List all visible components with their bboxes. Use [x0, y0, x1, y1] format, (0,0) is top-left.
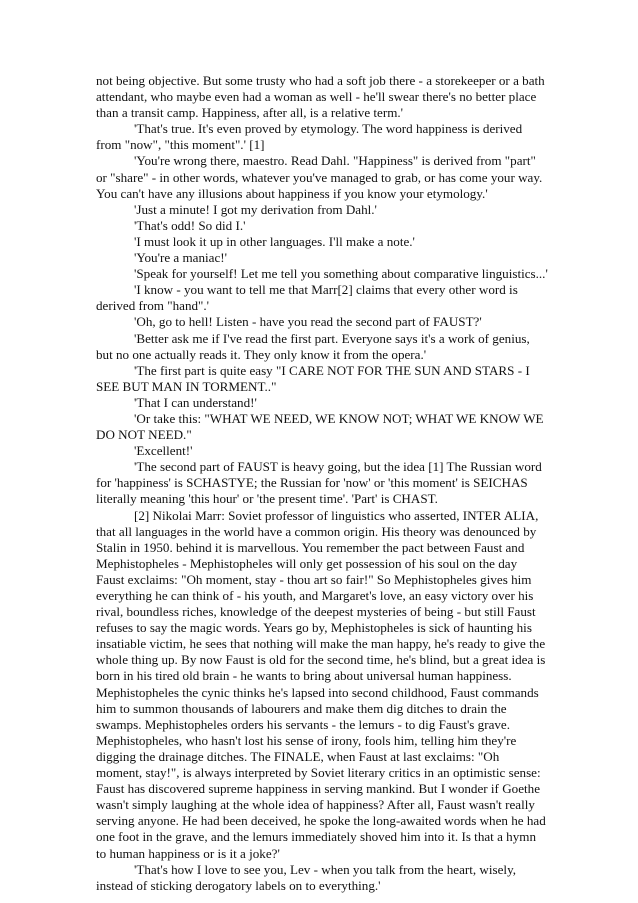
paragraph: 'I know - you want to tell me that Marr[2] claims that every other word is derived from "hand".': [96, 282, 518, 314]
paragraph: 'The second part of FAUST is heavy going, but the idea [1] The Russian word for 'happiness' is SCHASTYE; the Russian for 'now' or 'this moment' is SEICHAS literally meaning 'this hour' or 'the present time'. 'Part' is CHAST.: [96, 459, 542, 507]
paragraph: 'That I can understand!': [134, 394, 257, 410]
paragraph: 'Just a minute! I got my derivation from Dahl.': [134, 201, 377, 217]
paragraph: 'You're wrong there, maestro. Read Dahl. "Happiness" is derived from "part" or "share" - in other words, whatever you've managed to grab, or has come your way. You can't have any illusions about happiness if you know your etymology.': [96, 153, 543, 201]
paragraph: 'That's true. It's even proved by etymology. The word happiness is derived from "now", "this moment".' [1]: [96, 121, 523, 153]
paragraph: 'Excellent!': [134, 443, 193, 459]
paragraph: 'Or take this: "WHAT WE NEED, WE KNOW NOT; WHAT WE KNOW WE DO NOT NEED.": [96, 410, 544, 443]
paragraph: 'I must look it up in other languages. I'll make a note.': [134, 233, 415, 249]
paragraph: [2] Nikolai Marr: Soviet professor of linguistics who asserted, INTER ALIA, that all languages in the world have a common origin. His theory was denounced by Stalin in 1950. behind it is marvellous. You remember the pact between Faust and Mephistopheles - Mephistopheles will only get possession of his soul on the day Faust exclaims: "Oh moment, stay - thou art so fair!" So Mephistopheles gives him everything he can think of - his youth, and Margaret's love, an easy victory over his rival, boundless riches, knowledge of the deepest mysteries of being - but still Faust refuses to say the magic words. Years go by, Mephistopheles is sick of haunting his insatiable victim, he sees that nothing will make the man happy, he's ready to give the whole thing up. By now Faust is old for the second time, he's blind, but a great idea is born in his tired old brain - he wants to bring about universal human happiness. Mephistopheles the cynic thinks he's lapsed into second childhood, Faust commands him to summon thousands of labourers and make them dig ditches to drain the swamps. Mephistopheles orders his servants - the lemurs - to dig Faust's grave. Mephistopheles, who hasn't lost his sense of irony, fools him, telling him they're digging the drainage ditches. The FINALE, when Faust at last exclaims: "Oh moment, stay!", is always interpreted by Soviet literary critics in an optimistic sense: Faust has discovered supreme happiness in serving mankind. But I wonder if Goethe wasn't simply laughing at the whole idea of happiness? After all, Faust wasn't really serving anyone. He had been deceived, he spoke the long-awaited words when he had one foot in the grave, and the lemurs immediately shoved him into it. Is that a hymn to human happiness or is it a joke?': [96, 507, 546, 861]
paragraph: 'Speak for yourself! Let me tell you something about comparative linguistics...': [134, 266, 548, 282]
document-page: [96, 73, 548, 894]
paragraph: 'Oh, go to hell! Listen - have you read the second part of FAUST?': [134, 314, 482, 330]
paragraph: not being objective. But some trusty who had a soft job there - a storekeeper or a bath attendant, who maybe even had a woman as well - he'll swear there's no better place than a transit camp. Happiness, after all, is a relative term.': [96, 73, 545, 121]
paragraph: 'Better ask me if I've read the first part. Everyone says it's a work of genius, but no one actually reads it. They only know it from the opera.': [96, 330, 530, 362]
paragraph: 'You're a maniac!': [134, 250, 228, 266]
paragraph: 'That's odd! So did I.': [134, 217, 246, 233]
paragraph: 'The first part is quite easy "I CARE NOT FOR THE SUN AND STARS - I SEE BUT MAN IN TORMENT..": [96, 362, 530, 394]
paragraph: 'That's how I love to see you, Lev - when you talk from the heart, wisely, instead of sticking derogatory labels on to everything.': [96, 861, 517, 893]
